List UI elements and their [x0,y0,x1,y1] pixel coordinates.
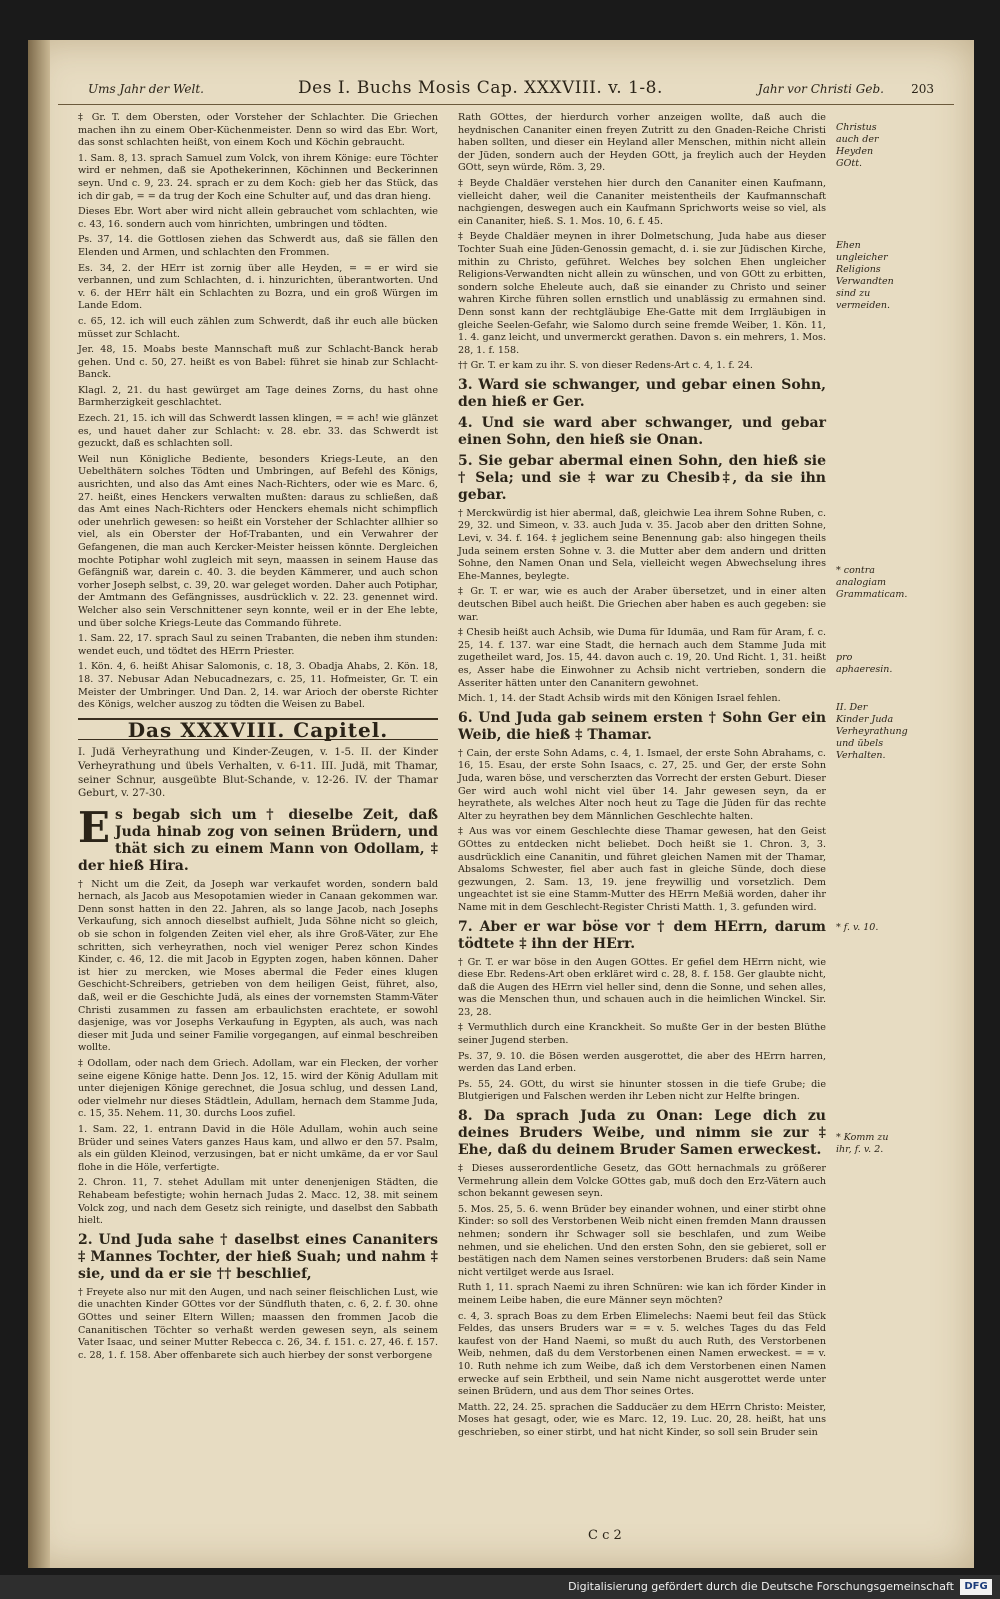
margin-note: pro aphaeresin. [836,652,893,675]
right-column [458,112,826,1443]
note-paragraph: Mich. 1, 14. der Stadt Achsib wirds mit den Königen Israel fehlen. [458,693,781,705]
footer-text: Digitalisierung gefördert durch die Deutsche Forschungsgemeinschaft [568,1580,954,1593]
note-paragraph: Ps. 55, 24. GOtt, du wirst sie hinunter stossen in die tiefe Grube; die Blutgierigen und Falschen werden ihr Leben nicht zur Helfte bringen. [458,1078,826,1103]
note-paragraph: † Cain, der erste Sohn Adams, c. 4, 1. Ismael, der erste Sohn Abrahams, c. 16, 15. Esau, der erste Sohn Isaacs, c. 27, 25. und Ger, der erste Sohn Juda, waren böse, und verscherzten das Vorrecht der ersten Geburt. Dieser Ger wird auch wohl nicht viel über 14. Jahr gewesen seyn, da er heyrathete, als welches Alter noch heut zu Tage die Jüden für das rechte Alter zu heyrathen bey dem Männlichen Geschlechte halten. [458,747,827,822]
note-paragraph: Matth. 22, 24. 25. sprachen die Sadducäer zu dem HErrn Christo: Meister, Moses hat gesagt, oder, wie es Marc. 12, 19. Luc. 20, 28. heißt, hat uns geschrieben, so einer stirbt, und hat nicht Kinder, so soll sein Bruder sein [458,1401,826,1438]
verse-7-notes [458,957,826,1105]
dfg-logo: DFG [960,1579,992,1595]
verse-8: 8. Da sprach Juda zu Onan: Lege dich zu deines Bruders Weibe, und nimm sie zur ‡ Ehe, daß du deinem Bruder Samen erweckest. [458,1108,826,1159]
chapter-summary: I. Judä Verheyrathung und Kinder-Zeugen, v. 1-5. II. der Kinder Verheyrathung und übels Verhalten, v. 6-11. III. Judä, mit Thamar, seiner Schnur, ausgeübte Blut-Schande, v. 12-26. IV. der Thamar Geburt, v. 27-30. [78,746,438,800]
note-paragraph: ‡ Chesib heißt auch Achsib, wie Duma für Idumäa, und Ram für Aram, f. c. 25, 14. f. 137. war eine Stadt, die hernach auch dem Stamme Juda mit zugetheilet ward, Jos. 15, 44. davon auch c. 19, 20. Und Richt. 1, 31. heißt es, Asser habe die Einwohner zu Achsib nicht vertrieben, sondern die Asseriter hätten unter den Cananitern gewohnet. [458,627,826,689]
verse-3: 3. Ward sie schwanger, und gebar einen Sohn, den hieß er Ger. [458,376,826,410]
note-paragraph: ‡ Vermuthlich durch eine Kranckheit. So mußte Ger in der besten Blüthe seiner Jugend sterben. [458,1022,826,1047]
signature-mark: C c 2 [588,1528,622,1543]
note-paragraph: † Gr. T. er war böse in den Augen GOttes. Er gefiel dem HErrn nicht, wie diese Ebr. Redens-Art oben erkläret wird c. 28, 8. f. 158. Ger glaubte nicht, daß die Augen des HErrn viel heller sind, denn die Sonne, und sehen alles, was die Menschen thun, und schauen auch in die heimlichen Winckel. Sir. 23, 28. [458,956,826,1018]
left-column [78,112,438,1365]
note-paragraph: 1. Sam. 22, 17. sprach Saul zu seinen Trabanten, die neben ihm stunden: wendet euch, und tödtet des HErrn Priester. [78,633,438,657]
header-right: Jahr vor Christi Geb. [757,82,884,96]
note-paragraph: 1. Kön. 4, 6. heißt Ahisar Salomonis, c. 18, 3. Obadja Ahabs, 2. Kön. 18, 18. 37. Nebusar Adan Nebucadnezars, c. 25, 11. Hofmeister, Gr. T. ein Meister der Umbringer. Und Dan. 2, 14. war Arioch der oberste Richter des Königs, welcher auszog zu tödten die Weisen zu Babel. [78,661,438,711]
note-paragraph: ‡ Aus was vor einem Geschlechte diese Thamar gewesen, hat den Geist GOttes zu entdecken nicht beliebet. Doch heißt sie 1. Chron. 3, 3. ausdrücklich eine Cananitin, und führet gleichen Namen mit der Thamar, Absaloms Schwester, fiel aber auch fast in gleiche Sünde, doch diese gezwungen, 2. Sam. 13, 19. jene freywillig und vorsetzlich. Dem ungeachtet ist sie eine Stamm-Mutter des HErrn Meßiä worden, daher ihr Name mit in dem Geschlecht-Register Christi Matth. 1, 3. gefunden wird. [458,826,826,913]
footer-bar [0,1575,1000,1599]
running-header [58,78,954,105]
verse-8-notes [458,1163,826,1439]
header-title: Des I. Buchs Mosis Cap. XXXVIII. v. 1-8. [298,78,663,98]
note-paragraph: 1. Sam. 22, 1. entrann David in die Höle Adullam, wohin auch seine Brüder und seines Vaters ganzes Haus kam, und allwo er den 57. Psalm, als ein gülden Kleinod, verzusingen, bat er nicht umkäme, da er vor Saul flohe in die Höle, verfertigte. [78,1123,438,1173]
note-paragraph: Dieses Ebr. Wort aber wird nicht allein gebrauchet vom schlachten, wie c. 43, 16. sondern auch vom hinrichten, umbringen und tödten. [78,206,438,230]
note-paragraph: ‡ Beyde Chaldäer meynen in ihrer Dolmetschung, Juda habe aus dieser Tochter Suah eine Jüden-Genossin gemacht, d. i. sie zur Jüdischen Kirche, mithin zu Christo, geführet. Welches bey solchen Ehen ungleicher Religions-Verwandten nicht allein zu wünschen, und von GOtt zu erbitten, sondern solche Eheleute auch, daß sie einander zu Christo und seiner wahren Kirche führen sollen ernstlich und unablässig zu ermahnen sind. Denn sonst kann der rechtgläubige Ehe-Gatte mit dem Irrgläubigen in gleiche Seelen-Gefahr, wie Salomo durch seine fremde Weiber, 1. Kön. 11, 1. 4. ganz leicht, und unvermerckt gerathen. Davon s. ein mehrers, 1. Mos. 28, 1. f. 158. [458,231,826,356]
note-paragraph: Klagl. 2, 21. du hast gewürget am Tage deines Zorns, du hast ohne Barmherzigkeit geschlachtet. [78,384,438,409]
note-paragraph: Es. 34, 2. der HErr ist zornig über alle Heyden, = = er wird sie verbannen, und zum Schlachten, d. i. hinzurichten, überantworten. Und v. 6. der HErr hält ein Schlachten zu Bozra, und ein groß Würgen im Lande Edom. [78,262,438,312]
note-paragraph: ‡ Odollam, oder nach dem Griech. Adollam, war ein Flecken, der vorher seine eigene Könige hatte. Denn Jos. 12, 15. wird der König Adullam mit unter diejenigen Könige gerechnet, die Josua schlug, und dessen Land, oder vielmehr nur dieses Städtlein, Adullam, hernach dem Stamme Juda, c. 15, 35. Nehem. 11, 30. durchs Loos zufiel. [78,1058,438,1120]
chapter-title: Das XXXVIII. Capitel. [127,717,389,742]
header-left: Ums Jahr der Welt. [88,82,204,96]
note-paragraph: 1. Sam. 8, 13. sprach Samuel zum Volck, von ihrem Könige: eure Töchter wird er nehmen, daß sie Apothekerinnen, Köchinnen und Beckerinnen seyn. Und c. 9, 23. 24. sprach er zu dem Koch: gieb her das Stück, das ich dir gab, = = da trug der Koch eine Schulter auf, und das dran hieng. [78,152,438,202]
verse-2: 2. Und Juda sahe † daselbst eines Cananiters ‡ Mannes Tochter, der hieß Suah; und nahm ‡ sie, und da er sie †† beschlief, [78,1231,438,1282]
verse-2-notes [78,1287,438,1363]
note-paragraph: ‡ Gr. T. er war, wie es auch der Araber übersetzet, und in einer alten deutschen Bibel auch heißt. Die Griechen aber haben es auch gegeben: sie war. [458,586,826,623]
note-paragraph: Jer. 48, 15. Moabs beste Mannschaft muß zur Schlacht-Banck herab gehen. Und c. 50, 27. heißt es von Babel: führet sie hinab zur Schlacht-Banck. [78,344,438,381]
verse-4: 4. Und sie ward aber schwanger, und gebar einen Sohn, den hieß sie Onan. [458,414,826,448]
note-paragraph: ‡ Gr. T. dem Obersten, oder Vorsteher der Schlachter. Die Griechen machen ihn zu einem Ober-Küchenmeister. Denn so wird das Ebr. Wort, das sonst schlachten heißt, von einem Koch und Köchin gebraucht. [78,112,438,149]
page-number: 203 [911,82,934,96]
note-paragraph: c. 4, 3. sprach Boas zu dem Erben Elimelechs: Naemi beut feil das Stück Feldes, das unsers Bruders war = = v. 5. welches Tages du das Feld kaufest von der Hand Naemi, so mußt du auch Ruth, des Verstorbenen Weib, nehmen, daß du dem Verstorbenen einen Namen erweckest. = = v. 10. Ruth nehme ich zum Weibe, daß ich dem Verstorbenen einen Namen erwecke auf sein Erbtheil, und sein Name nicht ausgerottet werde unter seinen Brüdern, und aus dem Thor seines Ortes. [458,1310,826,1398]
margin-note: * Komm zu ihr, f. v. 2. [836,1132,889,1155]
note-paragraph: 5. Mos. 25, 5. 6. wenn Brüder bey einander wohnen, und einer stirbt ohne Kinder: so soll des Verstorbenen Weib nicht einen fremden Mann draussen nehmen; sondern ihr Schwager soll sie beschlafen, und zum Weibe nehmen, und sie ehelichen. Und den ersten Sohn, den sie gebieret, soll er bestätigen nach dem Namen seines verstorbenen Bruders: daß sein Name nicht vertilget werde aus Israel. [458,1203,826,1278]
left-notes-top [78,112,438,712]
note-paragraph: ‡ Beyde Chaldäer verstehen hier durch den Cananiter einen Kaufmann, vielleicht daher, weil die Cananiter meistentheils der Kaufmannschaft nachgiengen, deswegen auch ein Kaufmann Sprichworts weise so viel, als ein Cananiter, hieß. S. 1. Mos. 10, 6. f. 45. [458,177,826,227]
verse-6: 6. Und Juda gab seinem ersten † Sohn Ger ein Weib, die hieß ‡ Thamar. [458,709,826,743]
verse-7: 7. Aber er war böse vor † dem HErrn, darum tödtete ‡ ihn der HErr. [458,918,826,952]
note-paragraph: c. 65, 12. ich will euch zählen zum Schwerdt, daß ihr euch alle bücken müsset zur Schlacht. [78,315,438,340]
verse-1-notes [78,879,438,1228]
right-notes-top [458,112,826,373]
verse-6-notes [458,748,826,915]
note-paragraph: † Freyete also nur mit den Augen, und nach seiner fleischlichen Lust, wie die unachten Kinder GOttes vor der Sündfluth thaten, c. 6, 2. f. 30. ohne GOttes und seiner Eltern Willen; maassen den frommen Jacob die Cananitischen Töchter so verhaßt werden gewesen seyn, als seinem Vater Isaac, und seiner Mutter Rebecca c. 26, 34. f. 151. c. 27, 46. f. 157. c. 28, 1. f. 158. Aber offenbarete sich auch hierbey der sonst verborgene [78,1286,438,1361]
margin-note: Ehen ungleicher Religions Verwandten sind zu vermeiden. [836,240,894,311]
note-paragraph: Ps. 37, 9. 10. die Bösen werden ausgerottet, die aber des HErrn harren, werden das Land erben. [458,1050,826,1075]
margin-note: * contra analogiam Grammaticam. [836,565,908,600]
note-paragraph: Ps. 37, 14. die Gottlosen ziehen das Schwerdt aus, daß sie fällen den Elenden und Armen, und schlachten den Frommen. [78,234,438,258]
note-paragraph: Weil nun Königliche Bediente, besonders Kriegs-Leute, an den Uebelthätern solches Tödten und Umbringen, auf Befehl des Königs, ausrichten, und also das Amt eines Nach-Richters, oder wie es Marc. 6, 27. heißt, eines Henckers verwalten mußten: daraus zu schließen, daß das Amt eines Nach-Richters oder Henckers ehemals nicht schimpflich oder unehrlich gewesen: so heißt ein Vorsteher der Schlachter allhier so viel, als ein Oberster der Hof-Trabanten, und ein Verwahrer der Gefangenen, die man auch Kercker-Meister heissen könnte. Dergleichen mochte Potiphar wohl zugleich mit seyn, maassen in seinem Hause das Gefängniß war, darein c. 40. 3. die beyden Kämmerer, und auch schon vorher Joseph selbst, c. 39, 20. war geleget worden. Daher auch Potiphar, der Amtmann des Gefängnisses, ausdrücklich v. 22. 23. genennet wird. Welcher also sein Verschnittener seyn konnte, weil er in der Ehe lebte, und über solche Kriegs-Leute das Commando führete. [78,453,438,629]
book-page [28,40,974,1568]
margin-note: * f. v. 10. [836,922,879,933]
note-paragraph: Ezech. 21, 15. ich will das Schwerdt lassen klingen, = = ach! wie glänzet es, und hauet daher zur Schlacht: v. 28. ebr. 33. das Schwerdt ist gezuckt, daß es schlachten soll. [78,413,438,450]
verse-1 [78,802,438,875]
note-paragraph: 2. Chron. 11, 7. stehet Adullam mit unter denenjenigen Städten, die Rehabeam befestigte; wohin hernach Judas 2. Macc. 12, 38. mit seinem Volck zog, und nach dem Gesetz sich reinigte, und daselbst den Sabbath hielt. [78,1177,438,1227]
note-paragraph: †† Gr. T. er kam zu ihr. S. von dieser Redens-Art c. 4, 1. f. 24. [458,360,753,372]
note-paragraph: † Merckwürdig ist hier abermal, daß, gleichwie Lea ihrem Sohne Ruben, c. 29, 32. und Simeon, v. 33. auch Juda v. 35. Jacob aber den dritten Sohne, Levi, v. 34. f. 164. ‡ jeglichem seine Benennung gab: also hingegen theils Juda seinem ersten Sohne v. 3. die Mutter aber dem andern und dritten Sohne, den Namen Onan und Sela, vielleicht wegen Abwechselung ihres Ehe-Mannes, beylegte. [458,507,826,582]
page-binding [28,40,50,1568]
margin-note: Christus auch der Heyden GOtt. [836,122,879,169]
chapter-heading [78,718,438,741]
verse-1-text: s begab sich um † dieselbe Zeit, daß Juda hinab zog von seinen Brüdern, und thät sich zu einem Mann von Odollam, ‡ der hieß Hira. [78,806,438,874]
drop-cap: E [78,802,111,852]
verse-5: 5. Sie gebar abermal einen Sohn, den hieß sie † Sela; und sie ‡ war zu Chesib‡, da sie ihn gebar. [458,452,826,503]
note-paragraph: ‡ Dieses ausserordentliche Gesetz, das GOtt hernachmals zu größerer Vermehrung allein dem Volcke GOttes gab, muß doch den Erz-Vätern auch schon bekannt gewesen seyn. [458,1163,826,1200]
verse-5-notes [458,508,826,706]
note-paragraph: Rath GOttes, der hierdurch vorher anzeigen wollte, daß auch die heydnischen Cananiter einen freyen Zutritt zu den Gnaden-Reiche Christi haben sollten, und dieser ein Heyland aller Menschen, mithin nicht allein der Jüden, sondern auch der Heyden GOtt, ja freylich auch der Heyden GOtt, seyn würde, Röm. 3, 29. [458,112,826,174]
note-paragraph: † Nicht um die Zeit, da Joseph war verkaufet worden, sondern bald hernach, als Jacob aus Mesopotamien wieder in Canaan gekommen war. Denn sonst hatten in den 22. Jahren, als so lange Jacob, nach Josephs Verkaufung, sich annoch dieselbst aufhielt, Juda Söhne nicht so gleich, ob sie schon in folgenden Zeiten viel eher, als ihre Groß-Väter, zur Ehe schritten, sich verheyrathen, noch viel weniger Perez schon Kindes Kinder, c. 46, 12. die mit Jacob in Egypten zogen, haben können. Daher ist hier zu mercken, wie Moses abermal die Feder eines klugen Geschicht-Schreibers, getrieben von dem heiligen Geist, führet, also, daß, weil er die Geschichte Judä, als eines der vornemsten Stamm-Väter Christi zusammen zu fassen am erbaulichsten erachtete, er sowohl dasjenige, was vor Josephs Verkaufung in Egypten, als auch, was nach dieser mit Juda und seiner Familie vorgegangen, auf einmal beschreiben wollte. [78,878,438,1054]
margin-note: II. Der Kinder Juda Verheyrathung und übels Verhalten. [836,702,908,761]
note-paragraph: Ruth 1, 11. sprach Naemi zu ihren Schnüren: wie kan ich förder Kinder in meinem Leibe haben, die eure Männer seyn möchten? [458,1282,826,1306]
